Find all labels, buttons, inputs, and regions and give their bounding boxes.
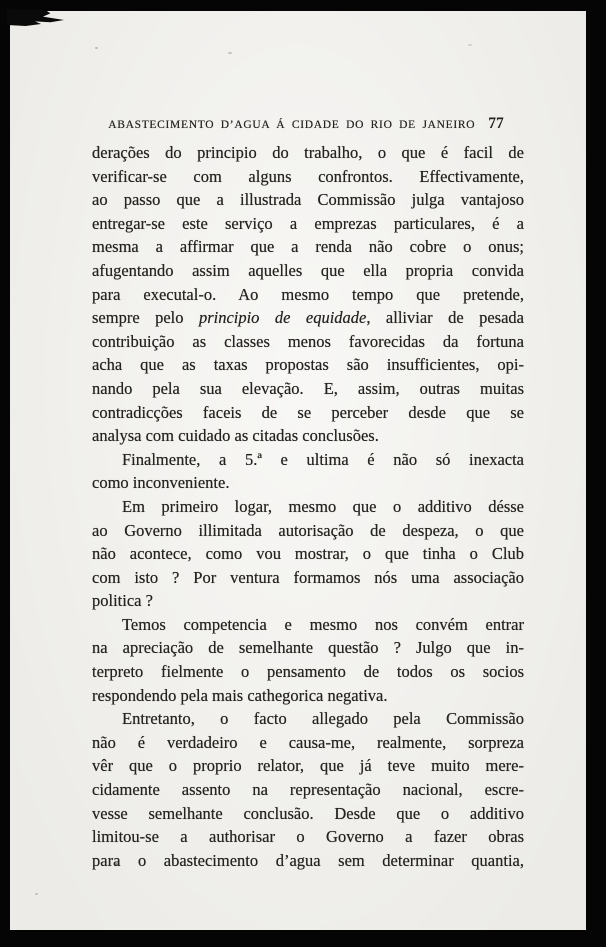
text-line: para executal-o. Ao mesmo tempo que pretende, (92, 284, 524, 304)
paper-page (10, 11, 586, 930)
text-line: acha que as taxas propostas são insufficientes, opi- (92, 355, 524, 375)
page-number: 77 (488, 115, 504, 132)
text-line: Temos competencia e mesmo nos convém entrar (122, 614, 524, 634)
text-line: afugentando assim aquelles que ella propria convida (92, 260, 524, 280)
text-line: não é verdadeiro e causa-me, realmente, sorpreza (92, 732, 524, 752)
text-line: nando pela sua elevação. E, assim, outras muitas (92, 378, 524, 398)
text-line: contradicções faceis de se perceber desde que se (92, 402, 524, 422)
scan-speck (35, 893, 38, 895)
text-line: mesma a affirmar que a renda não cobre o onus; (92, 237, 524, 257)
text-line: contribuição as classes menos favorecidas da fortuna (92, 331, 524, 351)
text-line: não acontece, como vou mostrar, o que tinha o Club (92, 544, 524, 564)
text-line: ao passo que a illustrada Commissão julga vantajoso (92, 190, 524, 210)
text-line: verificar-se com alguns confrontos. Effectivamente, (92, 166, 524, 186)
text-line: na apreciação de semelhante questão ? Julgo que in- (92, 638, 524, 658)
text-line: vesse semelhante conclusão. Desde que o additivo (92, 803, 524, 823)
text-block (92, 141, 524, 872)
text-line: cidamente assento na representação nacional, escre- (92, 780, 524, 800)
scan-speck (95, 47, 98, 49)
running-title: ABASTECIMENTO D’AGUA Á CIDADE DO RIO DE JANEIRO (108, 119, 476, 131)
text-line: derações do principio do trabalho, o que é facil de (92, 143, 524, 162)
running-head (86, 115, 526, 133)
text-line: Entretanto, o facto allegado pela Commissão (122, 709, 524, 729)
text-line: terpreto fielmente o pensamento de todos os socios (92, 662, 524, 682)
scan-speck (228, 52, 232, 54)
text-line: respondendo pela mais cathegorica negativa. (92, 685, 388, 705)
text-line: Em primeiro logar, mesmo que o additivo désse (122, 496, 524, 516)
text-line: para o abastecimento d’agua sem determinar quantia, (92, 850, 524, 870)
ink-blot-artifact (7, 9, 69, 29)
text-line: ao Governo illimitada autorisação de despeza, o que (92, 520, 524, 540)
text-line: politica ? (92, 591, 153, 611)
text-line: como inconveniente. (92, 473, 230, 493)
text-line: vêr que o proprio relator, que já teve muito mere- (92, 756, 524, 776)
text-line: sempre pelo principio de equidade, alliviar de pesada (92, 308, 524, 328)
scan-speck (468, 44, 472, 46)
text-line: entregar-se este serviço a emprezas particulares, é a (92, 213, 524, 233)
text-line: analysa com cuidado as citadas conclusões. (92, 426, 379, 446)
text-line: com isto ? Por ventura formamos nós uma associação (92, 567, 524, 587)
text-line: Finalmente, a 5.ª e ultima é não só inexacta (122, 449, 524, 469)
text-line: limitou-se a authorisar o Governo a fazer obras (92, 827, 524, 847)
